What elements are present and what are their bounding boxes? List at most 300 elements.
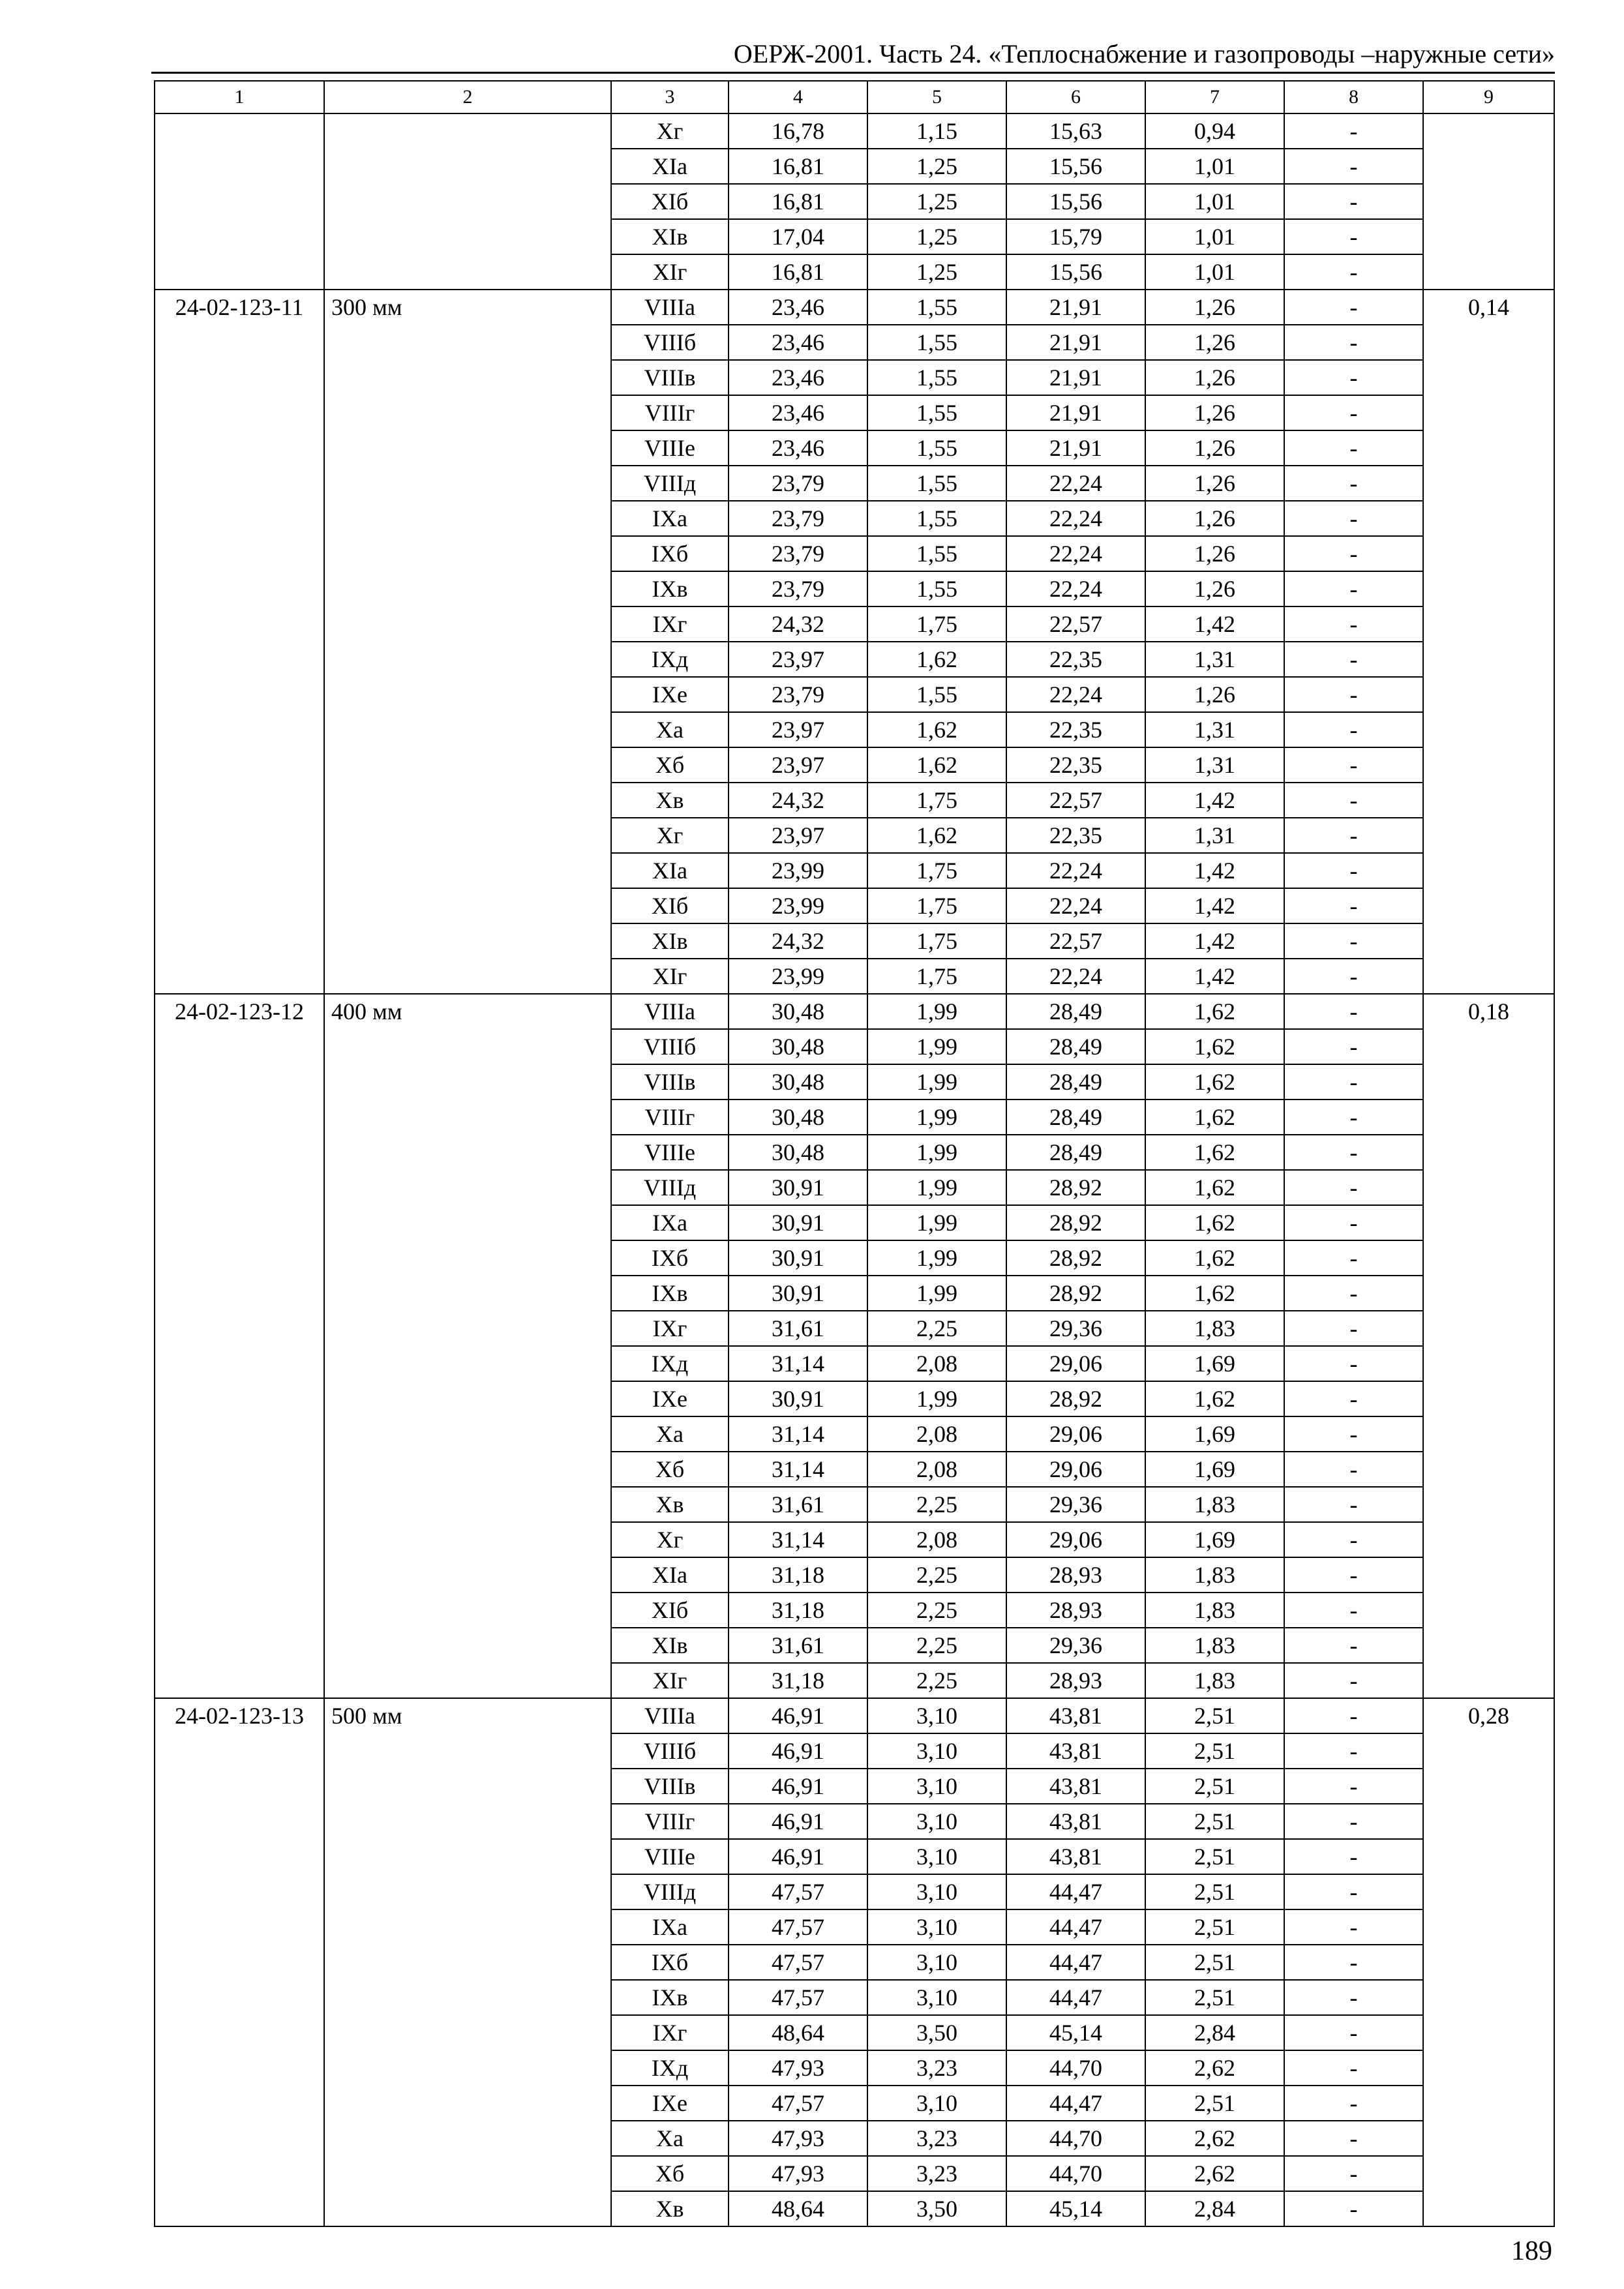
value-col4-cell: 48,64 (729, 2191, 867, 2226)
value-col4-cell: 47,93 (729, 2156, 867, 2191)
norm-value-cell: 0,14 (1423, 290, 1554, 994)
value-col7-cell: 1,62 (1145, 1100, 1284, 1135)
value-col7-cell: 1,42 (1145, 923, 1284, 959)
class-cell: VIIIг (611, 395, 729, 430)
value-col5-cell: 1,75 (867, 783, 1006, 818)
value-col6-cell: 28,92 (1006, 1276, 1145, 1311)
value-col8-cell: - (1284, 1628, 1423, 1663)
value-col4-cell: 23,46 (729, 395, 867, 430)
value-col4-cell: 46,91 (729, 1698, 867, 1733)
value-col4-cell: 46,91 (729, 1804, 867, 1839)
value-col7-cell: 1,83 (1145, 1628, 1284, 1663)
norm-value-cell (1423, 113, 1554, 290)
class-cell: VIIIб (611, 1733, 729, 1769)
value-col7-cell: 1,26 (1145, 466, 1284, 501)
value-col5-cell: 1,99 (867, 1205, 1006, 1240)
class-cell: Xв (611, 1487, 729, 1522)
class-cell: VIIIе (611, 1839, 729, 1874)
value-col7-cell: 1,62 (1145, 994, 1284, 1029)
value-col4-cell: 16,81 (729, 184, 867, 219)
value-col6-cell: 22,24 (1006, 466, 1145, 501)
value-col6-cell: 21,91 (1006, 360, 1145, 395)
value-col6-cell: 28,49 (1006, 994, 1145, 1029)
class-cell: XIг (611, 254, 729, 290)
value-col5-cell: 1,55 (867, 571, 1006, 606)
class-cell: XIв (611, 923, 729, 959)
value-col7-cell: 2,51 (1145, 1980, 1284, 2015)
value-col5-cell: 3,10 (867, 1769, 1006, 1804)
value-col5-cell: 3,10 (867, 1839, 1006, 1874)
value-col5-cell: 1,55 (867, 501, 1006, 536)
value-col6-cell: 29,06 (1006, 1522, 1145, 1557)
value-col8-cell: - (1284, 571, 1423, 606)
value-col4-cell: 48,64 (729, 2015, 867, 2050)
value-col6-cell: 22,57 (1006, 923, 1145, 959)
value-col6-cell: 29,06 (1006, 1416, 1145, 1452)
value-col4-cell: 46,91 (729, 1839, 867, 1874)
value-col6-cell: 15,56 (1006, 254, 1145, 290)
value-col5-cell: 1,55 (867, 677, 1006, 712)
value-col4-cell: 47,93 (729, 2050, 867, 2086)
value-col4-cell: 23,97 (729, 712, 867, 747)
pipe-diameter-cell: 300 мм (324, 290, 611, 994)
value-col5-cell: 1,75 (867, 853, 1006, 888)
class-cell: XIб (611, 888, 729, 923)
value-col8-cell: - (1284, 501, 1423, 536)
value-col7-cell: 1,01 (1145, 254, 1284, 290)
value-col5-cell: 1,99 (867, 994, 1006, 1029)
value-col7-cell: 1,31 (1145, 712, 1284, 747)
value-col5-cell: 3,10 (867, 1874, 1006, 1909)
column-number-cell: 1 (155, 81, 324, 113)
value-col4-cell: 23,79 (729, 466, 867, 501)
value-col7-cell: 2,62 (1145, 2050, 1284, 2086)
value-col4-cell: 23,46 (729, 360, 867, 395)
value-col5-cell: 1,55 (867, 290, 1006, 325)
value-col8-cell: - (1284, 1135, 1423, 1170)
value-col4-cell: 23,97 (729, 642, 867, 677)
value-col4-cell: 47,57 (729, 1874, 867, 1909)
value-col7-cell: 1,69 (1145, 1522, 1284, 1557)
value-col8-cell: - (1284, 1311, 1423, 1346)
value-col8-cell: - (1284, 1839, 1423, 1874)
value-col7-cell: 1,42 (1145, 783, 1284, 818)
value-col7-cell: 1,01 (1145, 219, 1284, 254)
value-col5-cell: 1,75 (867, 888, 1006, 923)
class-cell: IXг (611, 2015, 729, 2050)
value-col4-cell: 31,14 (729, 1416, 867, 1452)
class-cell: VIIIд (611, 1874, 729, 1909)
value-col7-cell: 0,94 (1145, 113, 1284, 149)
value-col8-cell: - (1284, 1487, 1423, 1522)
value-col7-cell: 1,83 (1145, 1663, 1284, 1698)
value-col8-cell: - (1284, 606, 1423, 642)
value-col6-cell: 28,93 (1006, 1593, 1145, 1628)
value-col6-cell: 21,91 (1006, 290, 1145, 325)
value-col7-cell: 1,83 (1145, 1311, 1284, 1346)
class-cell: IXв (611, 1980, 729, 2015)
value-col8-cell: - (1284, 1593, 1423, 1628)
value-col8-cell: - (1284, 395, 1423, 430)
value-col8-cell: - (1284, 1381, 1423, 1416)
value-col4-cell: 24,32 (729, 606, 867, 642)
value-col4-cell: 30,91 (729, 1205, 867, 1240)
value-col8-cell: - (1284, 290, 1423, 325)
value-col7-cell: 1,26 (1145, 325, 1284, 360)
class-cell: VIIIб (611, 1029, 729, 1064)
value-col5-cell: 1,99 (867, 1381, 1006, 1416)
value-col7-cell: 2,51 (1145, 1909, 1284, 1945)
value-col7-cell: 1,62 (1145, 1135, 1284, 1170)
value-col6-cell: 22,35 (1006, 712, 1145, 747)
table-row (155, 994, 1554, 1029)
value-col5-cell: 1,99 (867, 1240, 1006, 1276)
value-col8-cell: - (1284, 1945, 1423, 1980)
value-col4-cell: 30,91 (729, 1240, 867, 1276)
value-col6-cell: 43,81 (1006, 1733, 1145, 1769)
value-col8-cell: - (1284, 1346, 1423, 1381)
class-cell: XIа (611, 853, 729, 888)
value-col4-cell: 24,32 (729, 783, 867, 818)
value-col7-cell: 1,83 (1145, 1557, 1284, 1593)
value-col4-cell: 47,57 (729, 1909, 867, 1945)
value-col4-cell: 46,91 (729, 1733, 867, 1769)
class-cell: VIIIг (611, 1804, 729, 1839)
class-cell: XIб (611, 184, 729, 219)
class-cell: Xб (611, 1452, 729, 1487)
class-cell: VIIIв (611, 1064, 729, 1100)
class-cell: IXе (611, 677, 729, 712)
value-col4-cell: 47,93 (729, 2121, 867, 2156)
value-col8-cell: - (1284, 818, 1423, 853)
value-col5-cell: 1,99 (867, 1029, 1006, 1064)
value-col7-cell: 1,26 (1145, 395, 1284, 430)
value-col4-cell: 30,91 (729, 1276, 867, 1311)
value-col4-cell: 30,48 (729, 994, 867, 1029)
value-col8-cell: - (1284, 2156, 1423, 2191)
class-cell: Xг (611, 1522, 729, 1557)
value-col5-cell: 3,10 (867, 1980, 1006, 2015)
value-col6-cell: 29,06 (1006, 1346, 1145, 1381)
class-cell: VIIIд (611, 1170, 729, 1205)
value-col8-cell: - (1284, 2015, 1423, 2050)
value-col8-cell: - (1284, 1276, 1423, 1311)
value-col4-cell: 46,91 (729, 1769, 867, 1804)
norm-value-cell: 0,28 (1423, 1698, 1554, 2226)
value-col6-cell: 22,35 (1006, 747, 1145, 783)
value-col5-cell: 3,10 (867, 1733, 1006, 1769)
value-col5-cell: 1,99 (867, 1170, 1006, 1205)
value-col7-cell: 1,31 (1145, 747, 1284, 783)
value-col5-cell: 2,25 (867, 1487, 1006, 1522)
value-col8-cell: - (1284, 2191, 1423, 2226)
value-col5-cell: 2,08 (867, 1522, 1006, 1557)
value-col5-cell: 2,08 (867, 1346, 1006, 1381)
header-rule (151, 72, 1555, 74)
value-col4-cell: 31,14 (729, 1452, 867, 1487)
class-cell: IXе (611, 2086, 729, 2121)
value-col6-cell: 22,24 (1006, 501, 1145, 536)
page-number: 189 (1511, 2236, 1552, 2266)
value-col4-cell: 30,48 (729, 1029, 867, 1064)
value-col4-cell: 23,99 (729, 853, 867, 888)
value-col7-cell: 1,26 (1145, 430, 1284, 466)
column-number-cell: 8 (1284, 81, 1423, 113)
value-col7-cell: 2,51 (1145, 1769, 1284, 1804)
class-cell: IXа (611, 1909, 729, 1945)
value-col7-cell: 2,51 (1145, 1804, 1284, 1839)
value-col5-cell: 1,25 (867, 254, 1006, 290)
value-col4-cell: 23,46 (729, 325, 867, 360)
value-col8-cell: - (1284, 113, 1423, 149)
value-col8-cell: - (1284, 1205, 1423, 1240)
value-col8-cell: - (1284, 184, 1423, 219)
class-cell: IXб (611, 1240, 729, 1276)
value-col5-cell: 2,25 (867, 1593, 1006, 1628)
value-col6-cell: 22,35 (1006, 642, 1145, 677)
value-col5-cell: 3,10 (867, 1909, 1006, 1945)
class-cell: IXа (611, 1205, 729, 1240)
pipe-diameter-cell: 500 мм (324, 1698, 611, 2226)
value-col7-cell: 1,42 (1145, 606, 1284, 642)
value-col7-cell: 1,01 (1145, 184, 1284, 219)
value-col5-cell: 2,25 (867, 1557, 1006, 1593)
value-col7-cell: 1,62 (1145, 1170, 1284, 1205)
value-col7-cell: 1,83 (1145, 1593, 1284, 1628)
class-cell: IXв (611, 1276, 729, 1311)
class-cell: XIб (611, 1593, 729, 1628)
value-col8-cell: - (1284, 1698, 1423, 1733)
rate-code-cell: 24-02-123-13 (155, 1698, 324, 2226)
value-col6-cell: 22,24 (1006, 853, 1145, 888)
class-cell: VIIIв (611, 360, 729, 395)
value-col4-cell: 23,99 (729, 888, 867, 923)
class-cell: Xб (611, 747, 729, 783)
value-col6-cell: 21,91 (1006, 325, 1145, 360)
value-col7-cell: 1,62 (1145, 1381, 1284, 1416)
class-cell: IXд (611, 642, 729, 677)
value-col5-cell: 2,25 (867, 1628, 1006, 1663)
value-col7-cell: 2,51 (1145, 1698, 1284, 1733)
value-col4-cell: 23,46 (729, 430, 867, 466)
value-col6-cell: 28,49 (1006, 1135, 1145, 1170)
value-col6-cell: 43,81 (1006, 1698, 1145, 1733)
value-col4-cell: 24,32 (729, 923, 867, 959)
rate-code-cell: 24-02-123-11 (155, 290, 324, 994)
value-col6-cell: 43,81 (1006, 1839, 1145, 1874)
value-col7-cell: 1,42 (1145, 959, 1284, 994)
pipe-diameter-cell: 400 мм (324, 994, 611, 1698)
value-col8-cell: - (1284, 536, 1423, 571)
value-col6-cell: 28,92 (1006, 1381, 1145, 1416)
pipe-diameter-cell (324, 113, 611, 290)
value-col8-cell: - (1284, 325, 1423, 360)
value-col8-cell: - (1284, 1769, 1423, 1804)
value-col5-cell: 1,99 (867, 1064, 1006, 1100)
value-col6-cell: 28,49 (1006, 1064, 1145, 1100)
table-row (155, 290, 1554, 325)
value-col4-cell: 17,04 (729, 219, 867, 254)
column-number-cell: 9 (1423, 81, 1554, 113)
value-col8-cell: - (1284, 923, 1423, 959)
value-col5-cell: 1,99 (867, 1135, 1006, 1170)
value-col6-cell: 28,92 (1006, 1205, 1145, 1240)
value-col5-cell: 3,50 (867, 2015, 1006, 2050)
value-col5-cell: 1,99 (867, 1100, 1006, 1135)
value-col5-cell: 1,55 (867, 466, 1006, 501)
value-col8-cell: - (1284, 783, 1423, 818)
class-cell: Xг (611, 113, 729, 149)
value-col5-cell: 1,99 (867, 1276, 1006, 1311)
value-col7-cell: 1,62 (1145, 1276, 1284, 1311)
value-col8-cell: - (1284, 712, 1423, 747)
value-col4-cell: 23,97 (729, 747, 867, 783)
value-col8-cell: - (1284, 1804, 1423, 1839)
value-col6-cell: 29,36 (1006, 1311, 1145, 1346)
rates-table (154, 80, 1555, 2227)
value-col7-cell: 1,69 (1145, 1416, 1284, 1452)
value-col7-cell: 1,42 (1145, 888, 1284, 923)
value-col5-cell: 1,62 (867, 642, 1006, 677)
class-cell: IXб (611, 536, 729, 571)
value-col8-cell: - (1284, 1733, 1423, 1769)
class-cell: Xг (611, 818, 729, 853)
value-col5-cell: 2,25 (867, 1663, 1006, 1698)
value-col5-cell: 3,10 (867, 1698, 1006, 1733)
value-col8-cell: - (1284, 747, 1423, 783)
value-col7-cell: 2,84 (1145, 2191, 1284, 2226)
value-col7-cell: 1,26 (1145, 536, 1284, 571)
value-col4-cell: 23,97 (729, 818, 867, 853)
value-col4-cell: 31,61 (729, 1311, 867, 1346)
value-col6-cell: 22,35 (1006, 818, 1145, 853)
value-col5-cell: 1,55 (867, 395, 1006, 430)
value-col6-cell: 44,70 (1006, 2156, 1145, 2191)
value-col6-cell: 22,24 (1006, 677, 1145, 712)
value-col7-cell: 2,51 (1145, 1945, 1284, 1980)
value-col8-cell: - (1284, 1909, 1423, 1945)
column-number-cell: 4 (729, 81, 867, 113)
value-col6-cell: 21,91 (1006, 395, 1145, 430)
value-col4-cell: 30,48 (729, 1064, 867, 1100)
value-col4-cell: 31,18 (729, 1593, 867, 1628)
value-col5-cell: 1,25 (867, 184, 1006, 219)
value-col7-cell: 1,69 (1145, 1346, 1284, 1381)
value-col4-cell: 47,57 (729, 1980, 867, 2015)
value-col4-cell: 31,18 (729, 1663, 867, 1698)
class-cell: IXд (611, 1346, 729, 1381)
value-col8-cell: - (1284, 1029, 1423, 1064)
value-col7-cell: 1,62 (1145, 1064, 1284, 1100)
value-col5-cell: 1,25 (867, 149, 1006, 184)
value-col6-cell: 22,57 (1006, 606, 1145, 642)
value-col7-cell: 1,26 (1145, 677, 1284, 712)
column-number-row (155, 81, 1554, 113)
column-number-cell: 5 (867, 81, 1006, 113)
value-col6-cell: 29,06 (1006, 1452, 1145, 1487)
value-col4-cell: 23,79 (729, 536, 867, 571)
class-cell: Xб (611, 2156, 729, 2191)
value-col6-cell: 45,14 (1006, 2015, 1145, 2050)
class-cell: IXа (611, 501, 729, 536)
value-col4-cell: 31,18 (729, 1557, 867, 1593)
value-col6-cell: 15,63 (1006, 113, 1145, 149)
value-col7-cell: 2,51 (1145, 2086, 1284, 2121)
class-cell: IXд (611, 2050, 729, 2086)
value-col4-cell: 30,48 (729, 1135, 867, 1170)
class-cell: XIв (611, 1628, 729, 1663)
value-col8-cell: - (1284, 1522, 1423, 1557)
class-cell: XIг (611, 959, 729, 994)
value-col8-cell: - (1284, 1557, 1423, 1593)
value-col5-cell: 3,10 (867, 2086, 1006, 2121)
value-col5-cell: 3,23 (867, 2050, 1006, 2086)
class-cell: IXе (611, 1381, 729, 1416)
class-cell: VIIIа (611, 1698, 729, 1733)
value-col8-cell: - (1284, 466, 1423, 501)
value-col5-cell: 1,55 (867, 430, 1006, 466)
value-col4-cell: 23,99 (729, 959, 867, 994)
value-col6-cell: 43,81 (1006, 1804, 1145, 1839)
column-number-cell: 2 (324, 81, 611, 113)
value-col5-cell: 3,10 (867, 1945, 1006, 1980)
value-col4-cell: 23,46 (729, 290, 867, 325)
value-col7-cell: 1,83 (1145, 1487, 1284, 1522)
value-col7-cell: 1,26 (1145, 360, 1284, 395)
value-col6-cell: 22,24 (1006, 959, 1145, 994)
value-col8-cell: - (1284, 1240, 1423, 1276)
class-cell: IXг (611, 1311, 729, 1346)
value-col6-cell: 22,24 (1006, 888, 1145, 923)
value-col6-cell: 44,70 (1006, 2050, 1145, 2086)
value-col7-cell: 1,26 (1145, 290, 1284, 325)
value-col6-cell: 44,47 (1006, 1980, 1145, 2015)
norm-value-cell: 0,18 (1423, 994, 1554, 1698)
value-col6-cell: 44,47 (1006, 1909, 1145, 1945)
value-col8-cell: - (1284, 219, 1423, 254)
value-col6-cell: 44,47 (1006, 1945, 1145, 1980)
class-cell: Xв (611, 783, 729, 818)
class-cell: VIIIа (611, 290, 729, 325)
value-col7-cell: 1,69 (1145, 1452, 1284, 1487)
value-col8-cell: - (1284, 1064, 1423, 1100)
class-cell: VIIIе (611, 1135, 729, 1170)
class-cell: IXг (611, 606, 729, 642)
class-cell: VIIIб (611, 325, 729, 360)
value-col8-cell: - (1284, 1663, 1423, 1698)
value-col7-cell: 2,62 (1145, 2121, 1284, 2156)
class-cell: Xв (611, 2191, 729, 2226)
class-cell: VIIIа (611, 994, 729, 1029)
class-cell: Xа (611, 712, 729, 747)
value-col4-cell: 23,79 (729, 571, 867, 606)
value-col8-cell: - (1284, 254, 1423, 290)
class-cell: IXв (611, 571, 729, 606)
value-col7-cell: 1,31 (1145, 642, 1284, 677)
value-col7-cell: 1,62 (1145, 1205, 1284, 1240)
value-col4-cell: 16,81 (729, 254, 867, 290)
value-col6-cell: 28,92 (1006, 1170, 1145, 1205)
value-col8-cell: - (1284, 1452, 1423, 1487)
value-col8-cell: - (1284, 959, 1423, 994)
table-row (155, 1698, 1554, 1733)
value-col5-cell: 1,15 (867, 113, 1006, 149)
value-col5-cell: 1,75 (867, 959, 1006, 994)
value-col6-cell: 45,14 (1006, 2191, 1145, 2226)
value-col4-cell: 30,48 (729, 1100, 867, 1135)
value-col5-cell: 1,62 (867, 712, 1006, 747)
rate-code-cell: 24-02-123-12 (155, 994, 324, 1698)
